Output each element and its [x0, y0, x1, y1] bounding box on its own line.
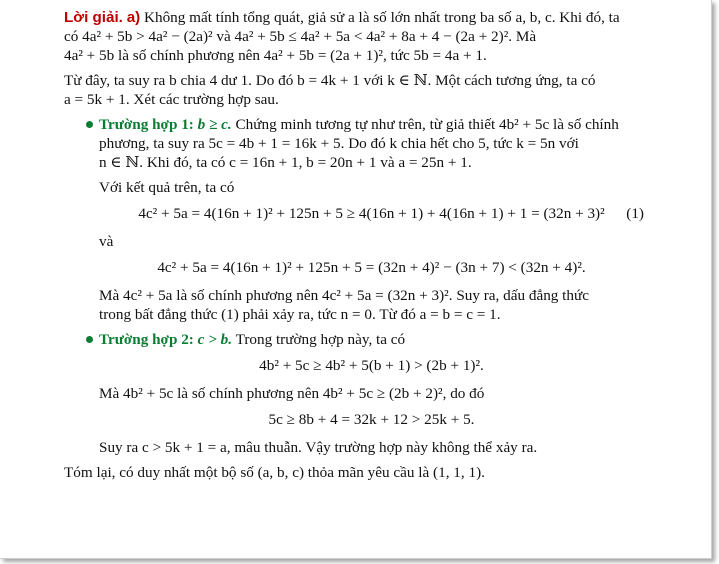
case-1-condition: b ≥ c. [197, 116, 232, 133]
case-1-title: Trường hợp 1: [99, 116, 194, 133]
case-1-conclusion [99, 286, 644, 324]
deduction-line-2: a = 5k + 1. Xét các trường hợp sau. [64, 91, 279, 108]
intro-line-3: 4a² + 5b là số chính phương nên 4a² + 5b = (2a + 1)², tức 5b = 4a + 1. [64, 47, 487, 64]
case-1-line-3: n ∈ ℕ. Khi đó, ta có c = 16n + 1, b = 20n + 1 và a = 25n + 1. [99, 154, 472, 171]
solution-label: Lời giải. [64, 9, 123, 26]
part-label: a) [126, 9, 141, 26]
case-1-line-1: Chứng minh tương tự như trên, từ giả thiết 4b² + 5c là số chính [235, 116, 619, 133]
and-word: và [99, 233, 114, 250]
paragraph-intro [64, 8, 644, 65]
case-1-statement [99, 115, 644, 172]
case-2 [64, 330, 644, 457]
intro-line-1: Không mất tính tổng quát, giả sử a là số lớn nhất trong ba số a, b, c. Khi đó, ta [144, 9, 620, 26]
case-2-statement [99, 330, 644, 349]
equation-1 [99, 204, 644, 223]
case-1-line-2: phương, ta suy ra 5c = 4b + 1 = 16k + 5. Do đó k chia hết cho 5, tức k = 5n với [99, 135, 579, 152]
equation-4: 5c ≥ 8b + 4 = 32k + 12 > 25k + 5. [268, 411, 475, 428]
case-1-bullet [86, 121, 93, 128]
intro-line-2: có 4a² + 5b > 4a² − (2a)² và 4a² + 5b ≤ 4a² + 5a < 4a² + 8a + 4 − (2a + 2)². Mà [64, 28, 537, 45]
case-2-condition: c > b. [197, 331, 233, 348]
equation-1-body: 4c² + 5a = 4(16n + 1)² + 125n + 5 ≥ 4(16n + 1) + 4(16n + 1) + 1 = (32n + 3)² [138, 205, 605, 222]
case-1 [64, 115, 644, 324]
case-1-intro: Với kết quả trên, ta có [99, 179, 235, 196]
case-2-line-2: Mà 4b² + 5c là số chính phương nên 4b² + 5c ≥ (2b + 2)², do đó [99, 385, 485, 402]
solution-content [64, 8, 644, 488]
deduction-line-1: Từ đây, ta suy ra b chia 4 dư 1. Do đó b = 4k + 1 với k ∈ ℕ. Một cách tương ứng, ta có [64, 72, 596, 89]
case-2-title: Trường hợp 2: [99, 331, 194, 348]
case-1-conclusion-line-2: trong bất đẳng thức (1) phải xảy ra, tức n = 0. Từ đó a = b = c = 1. [99, 306, 501, 323]
equation-2: 4c² + 5a = 4(16n + 1)² + 125n + 5 = (32n + 4)² − (3n + 7) < (32n + 4)². [157, 259, 586, 276]
equation-1-number: (1) [626, 205, 644, 222]
final-conclusion: Tóm lại, có duy nhất một bộ số (a, b, c) thỏa mãn yêu cầu là (1, 1, 1). [64, 464, 485, 481]
equation-3: 4b² + 5c ≥ 4b² + 5(b + 1) > (2b + 1)². [259, 357, 484, 374]
case-2-bullet [86, 336, 93, 343]
paragraph-deduction [64, 71, 644, 109]
case-2-line-3: Suy ra c > 5k + 1 = a, mâu thuẫn. Vậy trường hợp này không thể xảy ra. [99, 439, 538, 456]
case-2-line-1: Trong trường hợp này, ta có [235, 331, 406, 348]
case-1-conclusion-line-1: Mà 4c² + 5a là số chính phương nên 4c² + 5a = (32n + 3)². Suy ra, dấu đẳng thức [99, 287, 589, 304]
